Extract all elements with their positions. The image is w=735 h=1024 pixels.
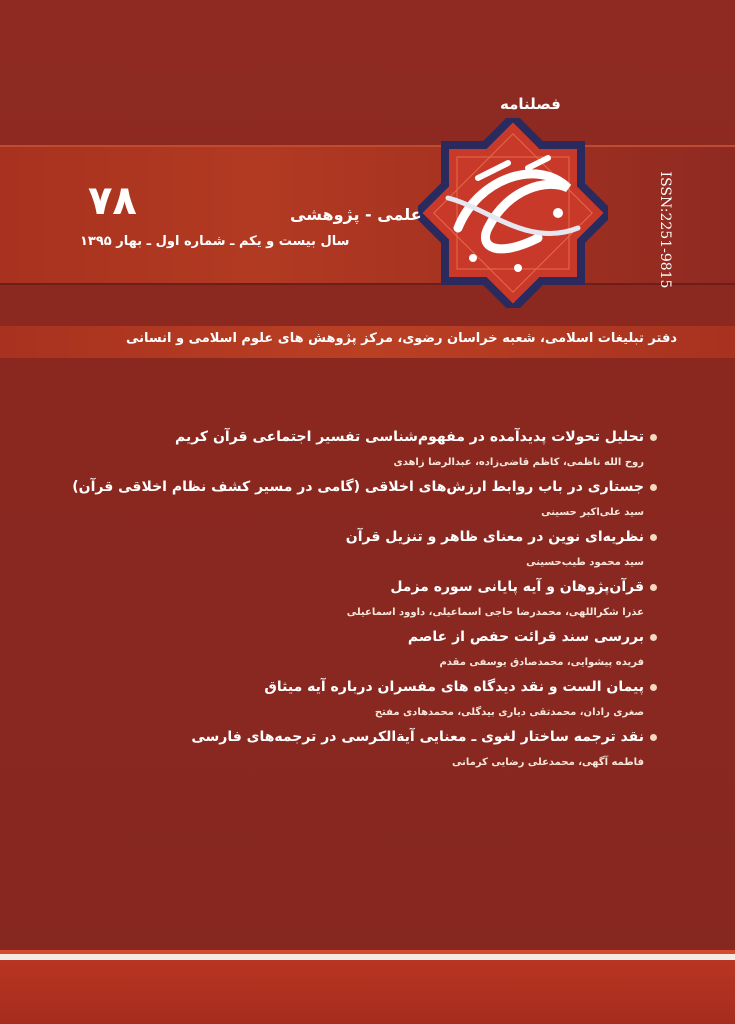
article-title bbox=[97, 428, 657, 446]
journal-logo bbox=[418, 118, 608, 308]
article-title bbox=[97, 728, 657, 746]
journal-type: فصلنامه bbox=[500, 95, 561, 113]
toc-entry bbox=[97, 628, 657, 670]
article-title bbox=[72, 478, 657, 496]
toc-entry bbox=[97, 428, 657, 470]
article-title bbox=[97, 528, 657, 546]
publisher-text: دفتر تبلیغات اسلامی، شعبه خراسان رضوی، مرکز پژوهش های علوم اسلامی و انسانی bbox=[125, 331, 677, 346]
issn-text: ISSN:2251-9815 bbox=[657, 171, 673, 289]
issn-label bbox=[645, 170, 685, 290]
article-title-text: پیمان الست و نقد دیدگاه های مفسران درباره آیه میثاق bbox=[264, 679, 644, 695]
article-authors: عذرا شکراللهی، محمدرضا حاجی اسماعیلی، داوود اسماعیلی bbox=[346, 607, 644, 618]
toc-entry bbox=[97, 578, 657, 620]
article-title-text: نظریه‌ای نوین در معنای ظاهر و تنزیل قرآن bbox=[345, 529, 644, 545]
article-authors: فریده پیشوایی، محمدصادق یوسفی مقدم bbox=[439, 657, 644, 668]
article-authors: فاطمه آگهی، محمدعلی رضایی کرمانی bbox=[452, 757, 644, 768]
article-title bbox=[97, 678, 657, 696]
bottom-band bbox=[0, 960, 735, 1024]
bullet-icon bbox=[650, 734, 657, 741]
issue-number: ۷۸ bbox=[88, 178, 137, 224]
article-title-text: نقد ترجمه ساختار لغوی ـ معنایی آیة‌الکرسی در ترجمه‌های فارسی bbox=[191, 729, 644, 745]
bullet-icon bbox=[650, 434, 657, 441]
bullet-icon bbox=[650, 684, 657, 691]
bullet-icon bbox=[650, 534, 657, 541]
article-title bbox=[97, 628, 657, 646]
bullet-icon bbox=[650, 484, 657, 491]
band-top-line bbox=[0, 145, 735, 147]
article-title-text: تحلیل تحولات پدیدآمده در مفهوم‌شناسی تفسیر اجتماعی قرآن کریم bbox=[174, 429, 644, 445]
table-of-contents bbox=[72, 428, 657, 778]
article-authors: صغری رادان، محمدتقی دیاری بیدگلی، محمدهادی مفتح bbox=[374, 707, 644, 718]
bullet-icon bbox=[650, 584, 657, 591]
issue-info: سال بیست و یکم ـ شماره اول ـ بهار ۱۳۹۵ bbox=[80, 234, 350, 249]
article-title-text: بررسی سند قرائت حفص از عاصم bbox=[407, 629, 644, 645]
article-authors: سید محمود طیب‌حسینی bbox=[526, 557, 644, 568]
toc-entry bbox=[97, 728, 657, 770]
toc-entry bbox=[97, 528, 657, 570]
article-authors: روح الله ناظمی، کاظم قاضی‌زاده، عبدالرضا زاهدی bbox=[393, 457, 644, 468]
toc-entry bbox=[97, 678, 657, 720]
band-bottom-line bbox=[0, 283, 735, 285]
article-title bbox=[97, 578, 657, 596]
toc-entry bbox=[72, 478, 657, 520]
article-authors: سید علی‌اکبر حسینی bbox=[541, 507, 644, 518]
bullet-icon bbox=[650, 634, 657, 641]
article-title-text: جستاری در باب روابط ارزش‌های اخلاقی (گامی در مسیر کشف نظام اخلاقی قرآن) bbox=[72, 479, 644, 495]
article-title-text: قرآن‌پژوهان و آیه پایانی سوره مزمل bbox=[390, 579, 644, 595]
journal-category: علمی - پژوهشی bbox=[290, 205, 422, 224]
